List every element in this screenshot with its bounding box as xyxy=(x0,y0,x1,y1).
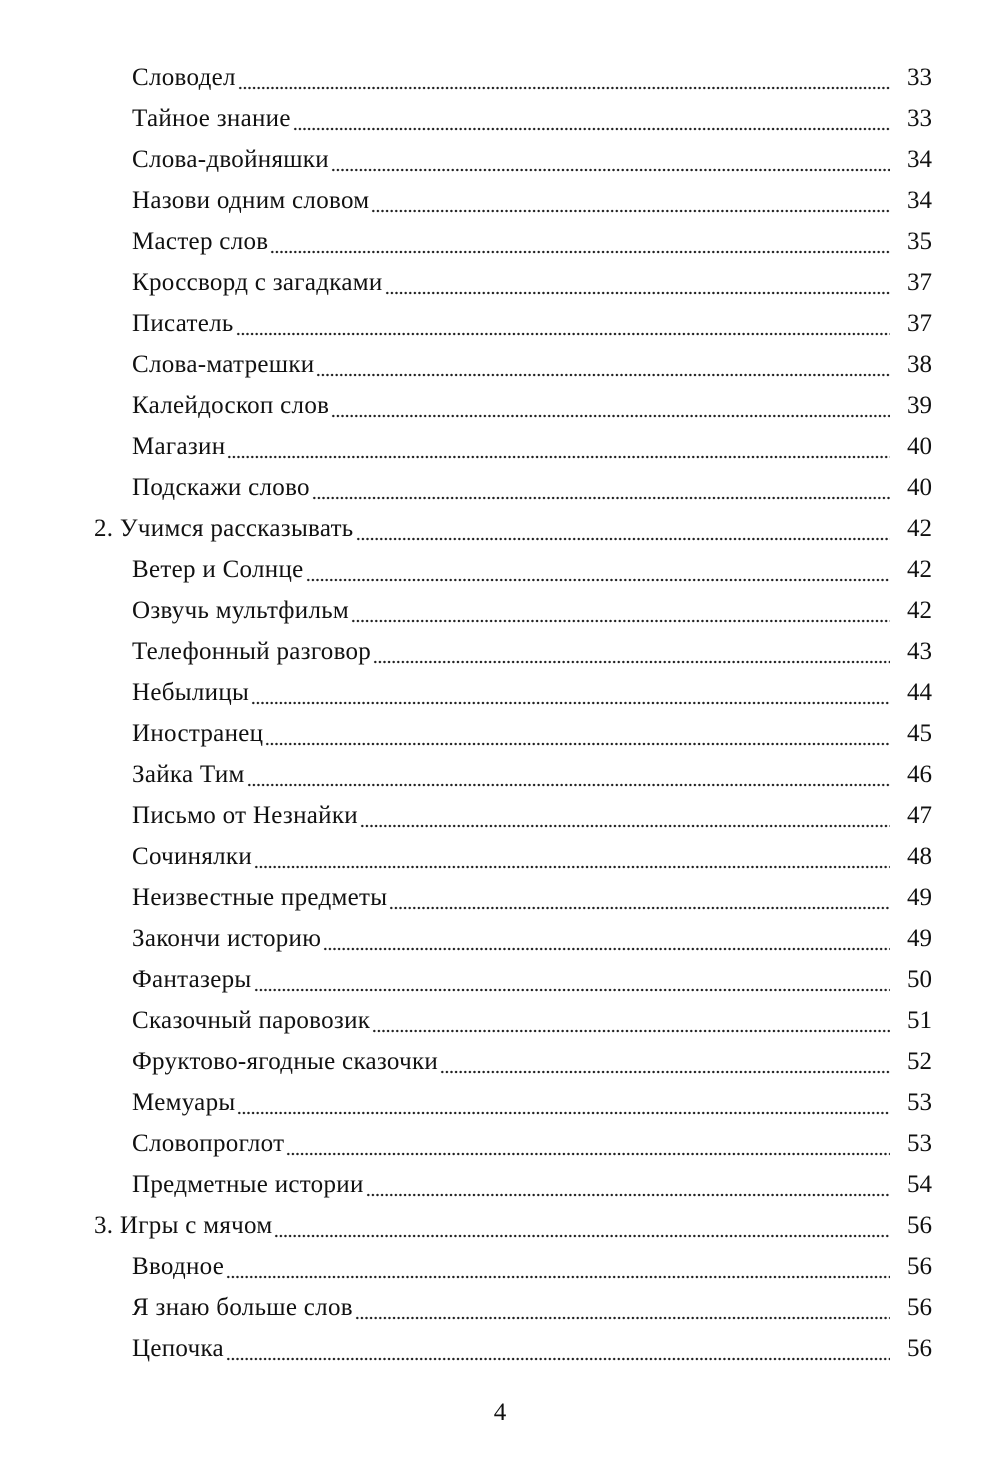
dot-leader xyxy=(274,1211,890,1241)
toc-entry-title: Телефонный разговор xyxy=(132,638,372,665)
toc-entry-title: Письмо от Незнайки xyxy=(132,802,358,829)
toc-section-entry xyxy=(0,1200,1000,1241)
toc-entry-page: 56 xyxy=(907,1212,932,1239)
dot-leader xyxy=(312,473,890,503)
dot-leader xyxy=(351,596,890,626)
toc-entry xyxy=(0,339,1000,380)
dot-leader xyxy=(238,63,890,93)
toc-entry-title: Мемуары xyxy=(132,1089,236,1116)
toc-entry xyxy=(0,1118,1000,1159)
toc-entry xyxy=(0,380,1000,421)
dot-leader xyxy=(237,1088,890,1118)
toc-entry-title: Озвучь мультфильм xyxy=(132,597,350,624)
toc-entry-title: Подскажи слово xyxy=(132,474,310,501)
toc-entry xyxy=(0,257,1000,298)
toc-entry-title: 3. Игры с мячом xyxy=(94,1212,273,1239)
toc-entry xyxy=(0,216,1000,257)
toc-entry xyxy=(0,93,1000,134)
toc-entry-page: 44 xyxy=(907,679,932,706)
toc-entry xyxy=(0,298,1000,339)
toc-entry xyxy=(0,667,1000,708)
toc-entry-title: Вводное xyxy=(132,1253,225,1280)
dot-leader xyxy=(440,1047,890,1077)
toc-entry xyxy=(0,1282,1000,1323)
toc-entry xyxy=(0,462,1000,503)
toc-entry xyxy=(0,1036,1000,1077)
toc-entry-page: 47 xyxy=(907,802,932,829)
dot-leader xyxy=(323,924,890,954)
dot-leader xyxy=(226,1334,890,1364)
toc-entry xyxy=(0,872,1000,913)
toc-entry-title: Иностранец xyxy=(132,720,264,747)
toc-entry-page: 34 xyxy=(907,187,932,214)
dot-leader xyxy=(247,760,890,790)
dot-leader xyxy=(385,268,890,298)
dot-leader xyxy=(270,227,890,257)
dot-leader xyxy=(360,801,890,831)
toc-entry-title: Я знаю больше слов xyxy=(132,1294,353,1321)
toc-entry-title: Писатель xyxy=(132,310,234,337)
toc-section-entry xyxy=(0,503,1000,544)
toc-entry-title: Слова-матрешки xyxy=(132,351,315,378)
toc-entry-title: Слова-двойняшки xyxy=(132,146,329,173)
toc-entry-page: 34 xyxy=(907,146,932,173)
dot-leader xyxy=(355,1293,890,1323)
toc-entry-page: 39 xyxy=(907,392,932,419)
toc-entry xyxy=(0,708,1000,749)
toc-entry-page: 50 xyxy=(907,966,932,993)
toc-entry-page: 42 xyxy=(907,515,932,542)
toc-entry-page: 37 xyxy=(907,269,932,296)
toc-entry xyxy=(0,52,1000,93)
dot-leader xyxy=(371,186,890,216)
toc-entry-title: Зайка Тим xyxy=(132,761,245,788)
dot-leader xyxy=(306,555,890,585)
toc-entry-page: 56 xyxy=(907,1294,932,1321)
dot-leader xyxy=(356,514,891,544)
toc-entry-title: Сказочный паровозик xyxy=(132,1007,371,1034)
toc-entry-title: Магазин xyxy=(132,433,226,460)
toc-entry xyxy=(0,790,1000,831)
toc-entry xyxy=(0,626,1000,667)
toc-entry-title: Ветер и Солнце xyxy=(132,556,304,583)
toc-entry-page: 49 xyxy=(907,925,932,952)
toc-entry-page: 53 xyxy=(907,1130,932,1157)
dot-leader xyxy=(251,678,890,708)
toc-entry xyxy=(0,544,1000,585)
dot-leader xyxy=(372,1006,890,1036)
toc-entry-page: 35 xyxy=(907,228,932,255)
toc-entry xyxy=(0,749,1000,790)
page-number: 4 xyxy=(493,1399,507,1426)
dot-leader xyxy=(373,637,890,667)
toc-entry-page: 42 xyxy=(907,597,932,624)
toc-entry xyxy=(0,1159,1000,1200)
toc-entry-page: 48 xyxy=(907,843,932,870)
toc-entry-title: Закончи историю xyxy=(132,925,322,952)
dot-leader xyxy=(316,350,890,380)
dot-leader xyxy=(366,1170,890,1200)
toc-entry-page: 33 xyxy=(907,105,932,132)
toc-entry-page: 45 xyxy=(907,720,932,747)
toc-entry-title: Назови одним словом xyxy=(132,187,370,214)
dot-leader xyxy=(293,104,890,134)
table-of-contents xyxy=(0,52,1000,1364)
toc-entry-page: 51 xyxy=(907,1007,932,1034)
toc-entry-title: Кроссворд с загадками xyxy=(132,269,383,296)
toc-entry-title: Словодел xyxy=(132,64,236,91)
toc-entry-page: 46 xyxy=(907,761,932,788)
toc-entry-page: 52 xyxy=(907,1048,932,1075)
toc-entry-title: Неизвестные предметы xyxy=(132,884,388,911)
toc-entry xyxy=(0,1077,1000,1118)
dot-leader xyxy=(254,965,890,995)
toc-entry-title: Мастер слов xyxy=(132,228,269,255)
toc-entry xyxy=(0,585,1000,626)
toc-entry xyxy=(0,995,1000,1036)
toc-entry-title: Фруктово-ягодные сказочки xyxy=(132,1048,439,1075)
toc-entry xyxy=(0,954,1000,995)
toc-entry-page: 56 xyxy=(907,1335,932,1362)
toc-entry xyxy=(0,831,1000,872)
toc-entry xyxy=(0,421,1000,462)
toc-entry-title: Словопроглот xyxy=(132,1130,285,1157)
toc-entry-title: 2. Учимся рассказывать xyxy=(94,515,354,542)
toc-entry xyxy=(0,1241,1000,1282)
toc-entry-page: 38 xyxy=(907,351,932,378)
toc-entry-page: 54 xyxy=(907,1171,932,1198)
dot-leader xyxy=(236,309,890,339)
toc-entry xyxy=(0,1323,1000,1364)
toc-entry-page: 43 xyxy=(907,638,932,665)
toc-entry-title: Калейдоскоп слов xyxy=(132,392,330,419)
dot-leader xyxy=(331,391,890,421)
toc-entry-page: 37 xyxy=(907,310,932,337)
toc-entry-title: Предметные истории xyxy=(132,1171,364,1198)
toc-entry-page: 40 xyxy=(907,433,932,460)
toc-entry-page: 40 xyxy=(907,474,932,501)
toc-entry-title: Небылицы xyxy=(132,679,250,706)
dot-leader xyxy=(265,719,890,749)
toc-entry-page: 53 xyxy=(907,1089,932,1116)
toc-entry-title: Сочинялки xyxy=(132,843,253,870)
toc-entry-title: Цепочка xyxy=(132,1335,224,1362)
toc-entry xyxy=(0,175,1000,216)
dot-leader xyxy=(227,432,890,462)
toc-entry-page: 56 xyxy=(907,1253,932,1280)
dot-leader xyxy=(389,883,890,913)
toc-entry xyxy=(0,913,1000,954)
toc-entry-page: 49 xyxy=(907,884,932,911)
toc-entry-title: Фантазеры xyxy=(132,966,252,993)
toc-entry-page: 42 xyxy=(907,556,932,583)
dot-leader xyxy=(254,842,890,872)
toc-entry-page: 33 xyxy=(907,64,932,91)
toc-entry-title: Тайное знание xyxy=(132,105,291,132)
dot-leader xyxy=(286,1129,890,1159)
dot-leader xyxy=(331,145,890,175)
toc-entry xyxy=(0,134,1000,175)
dot-leader xyxy=(226,1252,890,1282)
